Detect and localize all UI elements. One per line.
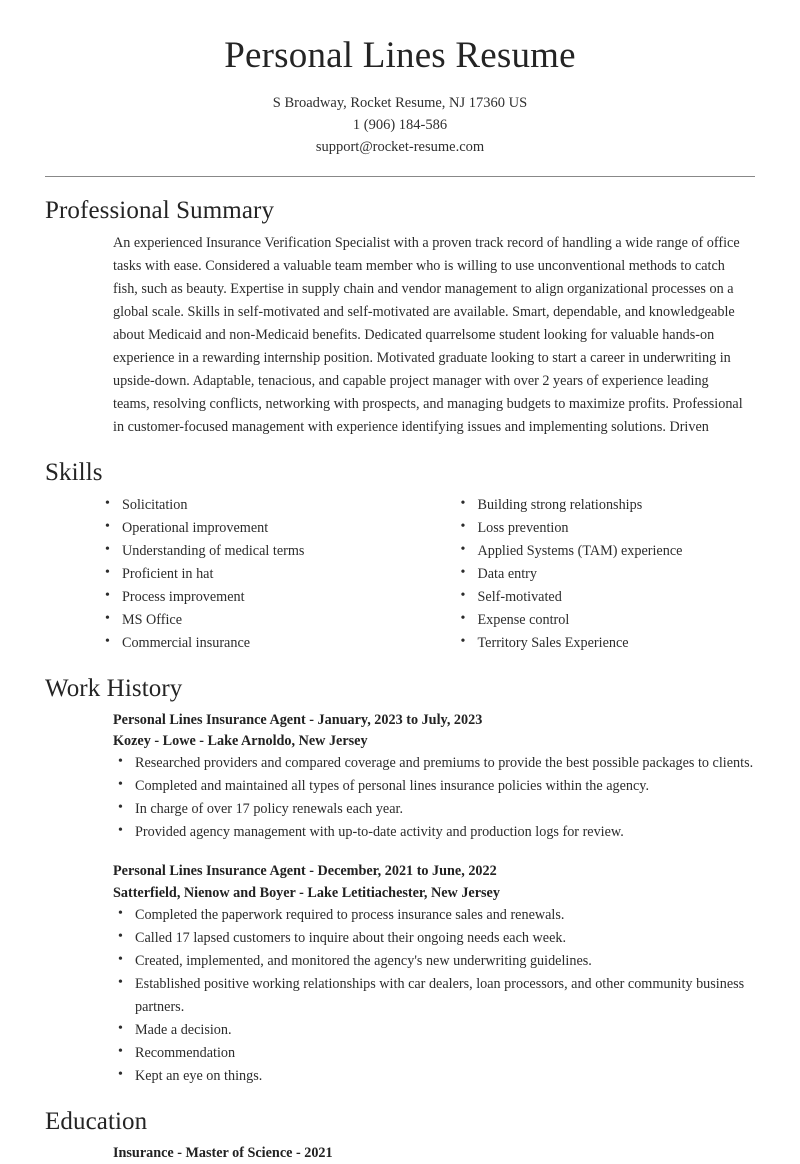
page-title: Personal Lines Resume [224, 35, 576, 76]
list-item: • Data entry [456, 563, 756, 586]
skills-column-right [428, 494, 756, 655]
header-divider [45, 176, 755, 177]
work-history-entry [113, 710, 755, 845]
summary-body [45, 232, 755, 439]
list-item: • Understanding of medical terms [100, 540, 428, 563]
skills-columns [45, 494, 755, 655]
summary-text: An experienced Insurance Verification Specialist with a proven track record of handling a wide range of office tasks with ease. Considered a valuable team member who is willing to use unconventional methods to catch fish, such as beauty. Expertise in supply chain and vendor management to align organizational processes on a global scale. Skills in self-motivated and self-motivated are available. Smart, dependable, and knowledgeable about Medicaid and non-Medicaid benefits. Dedicated quarrelsome student looking for valuable hands-on experience in a rewarding internship position. Motivated graduate looking to start a career in underwriting in upside-down. Adaptable, tenacious, and capable project manager with over 2 years of experience leading teams, resolving conflicts, networking with prospects, and managing budgets to maximize profits. Professional in customer-focused management with experience identifying issues and implementing solutions. Driven [113, 234, 743, 435]
job-title-line: Personal Lines Insurance Agent - December, 2021 to June, 2022 [113, 863, 497, 880]
skills-list-left [100, 494, 428, 655]
list-item: • Operational improvement [100, 517, 428, 540]
list-item: • Called 17 lapsed customers to inquire about their ongoing needs each week. [113, 927, 755, 950]
list-item: • Created, implemented, and monitored the agency's new underwriting guidelines. [113, 950, 755, 973]
work-history-body [45, 710, 755, 1088]
list-item: • Provided agency management with up-to-date activity and production logs for review. [113, 821, 755, 844]
section-heading-education: Education [45, 1107, 148, 1135]
list-item: • Recommendation [113, 1042, 755, 1065]
list-item: • Expense control [456, 609, 756, 632]
list-item: • MS Office [100, 609, 428, 632]
resume-header [0, 0, 800, 158]
list-item: • Proficient in hat [100, 563, 428, 586]
list-item: • Made a decision. [113, 1019, 755, 1042]
list-item: • Territory Sales Experience [456, 632, 756, 655]
job-bullet-list [113, 752, 755, 844]
section-heading-summary: Professional Summary [45, 196, 275, 224]
section-professional-summary [0, 196, 800, 439]
job-employer-line: Satterfield, Nienow and Boyer - Lake Letitiachester, New Jersey [113, 884, 500, 901]
job-title-line: Personal Lines Insurance Agent - January, 2023 to July, 2023 [113, 711, 483, 728]
section-heading-skills: Skills [45, 458, 103, 486]
list-item: • Researched providers and compared coverage and premiums to provide the best possible packages to clients. [113, 752, 755, 775]
section-skills [0, 458, 800, 655]
contact-phone: 1 (906) 184-586 [352, 116, 448, 133]
list-item: • Commercial insurance [100, 632, 428, 655]
skills-list-right [456, 494, 756, 655]
section-work-history [0, 674, 800, 1088]
list-item: • Building strong relationships [456, 494, 756, 517]
education-entry: Insurance - Master of Science - 2021 [113, 1144, 333, 1161]
list-item: • Established positive working relationships with car dealers, loan processors, and other community business partners. [113, 973, 755, 1019]
list-item: • Completed and maintained all types of personal lines insurance policies within the agency. [113, 775, 755, 798]
list-item: • Applied Systems (TAM) experience [456, 540, 756, 563]
contact-address: S Broadway, Rocket Resume, NJ 17360 US [272, 94, 528, 111]
section-education [0, 1107, 800, 1164]
education-body [45, 1143, 755, 1164]
list-item: • Process improvement [100, 586, 428, 609]
list-item: • In charge of over 17 policy renewals each year. [113, 798, 755, 821]
list-item: • Solicitation [100, 494, 428, 517]
section-heading-work-history: Work History [45, 674, 183, 702]
list-item: • Kept an eye on things. [113, 1065, 755, 1088]
list-item: • Completed the paperwork required to process insurance sales and renewals. [113, 904, 755, 927]
list-item: • Loss prevention [456, 517, 756, 540]
job-employer-line: Kozey - Lowe - Lake Arnoldo, New Jersey [113, 733, 368, 750]
job-bullet-list [113, 904, 755, 1088]
contact-email: support@rocket-resume.com [315, 138, 485, 155]
work-history-entry [113, 861, 755, 1088]
skills-column-left [100, 494, 428, 655]
list-item: • Self-motivated [456, 586, 756, 609]
